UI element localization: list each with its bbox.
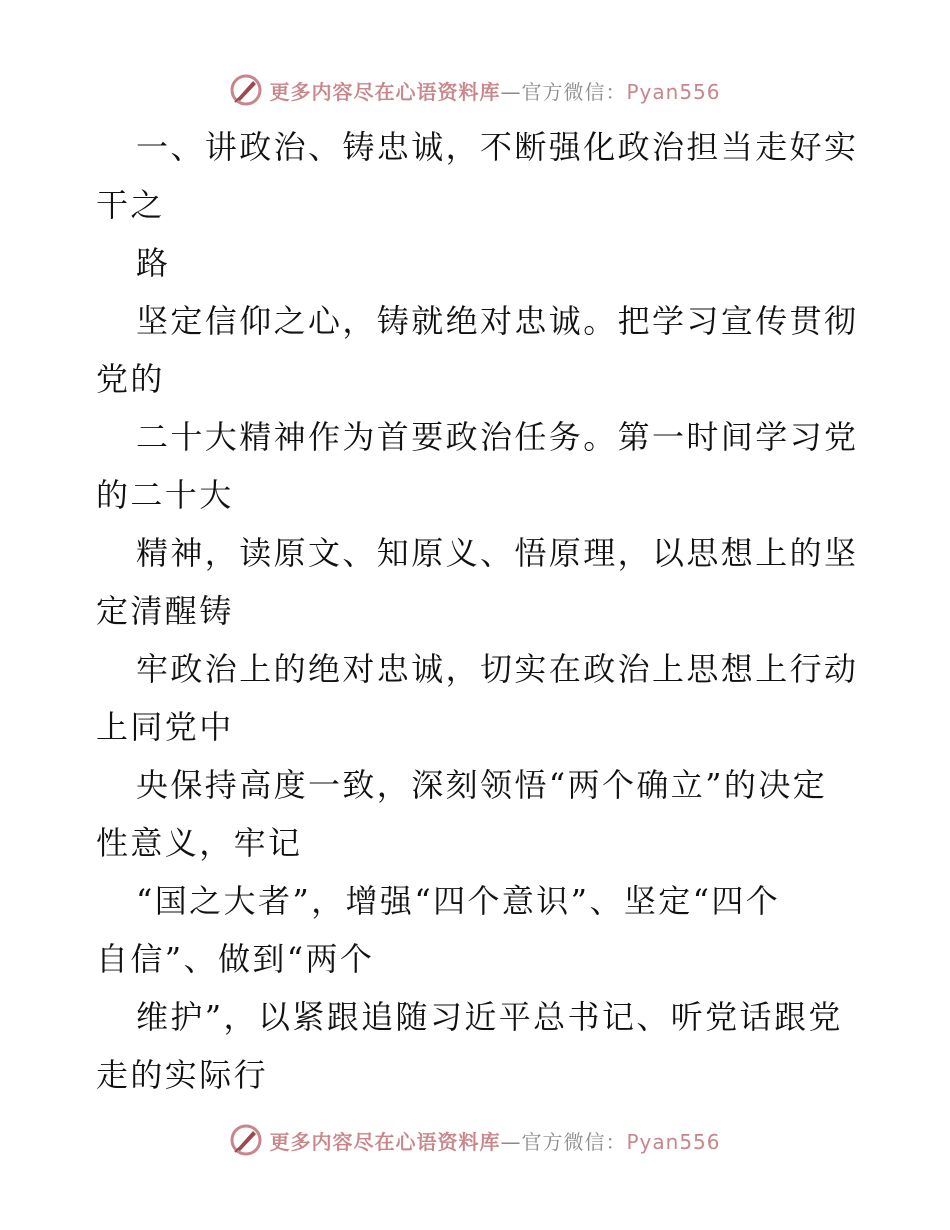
text-line: 央保持高度一致，深刻领悟“两个确立”的决定 [136,766,828,804]
text-line: 干之 [96,186,165,224]
text-line: “国之大者”，增强“四个意识”、坚定“四个 [136,882,781,920]
footer-banner-text [269,1126,720,1155]
text-line: 上同党中 [96,708,234,746]
header-banner-dash: — [500,79,522,104]
footer-banner-wechat: 官方微信： [521,1129,627,1154]
quill-logo-icon [229,73,263,107]
text-line: 走的实际行 [96,1056,269,1094]
text-line: 路 [136,244,171,282]
header-watermark-banner [0,70,950,110]
document-body [96,118,876,1104]
text-line: 精神，读原文、知原义、悟原理，以思想上的坚 [136,534,859,572]
text-line: 党的 [96,360,165,398]
footer-banner-dash: — [500,1129,522,1154]
text-line: 性意义，牢记 [96,824,303,862]
text-line: 牢政治上的绝对忠诚，切实在政治上思想上行动 [136,650,859,688]
text-line: 的二十大 [96,476,234,514]
footer-watermark-banner [0,1120,950,1160]
text-line: 一、讲政治、铸忠诚，不断强化政治担当走好实 [136,128,859,166]
header-banner-wechat: 官方微信： [521,79,627,104]
text-line: 自信”、做到“两个 [96,940,375,978]
header-banner-id: Pyan556 [626,79,721,104]
footer-banner-main: 更多内容尽在心语资料库 [269,1129,501,1154]
text-line: 坚定信仰之心，铸就绝对忠诚。把学习宣传贯彻 [136,302,859,340]
text-line: 维护”，以紧跟追随习近平总书记、听党话跟党 [136,998,843,1036]
text-line: 定清醒铸 [96,592,234,630]
footer-banner-id: Pyan556 [626,1129,721,1154]
header-banner-text [269,76,720,105]
quill-logo-icon [229,1123,263,1157]
header-banner-main: 更多内容尽在心语资料库 [269,79,501,104]
text-line: 二十大精神作为首要政治任务。第一时间学习党 [136,418,859,456]
